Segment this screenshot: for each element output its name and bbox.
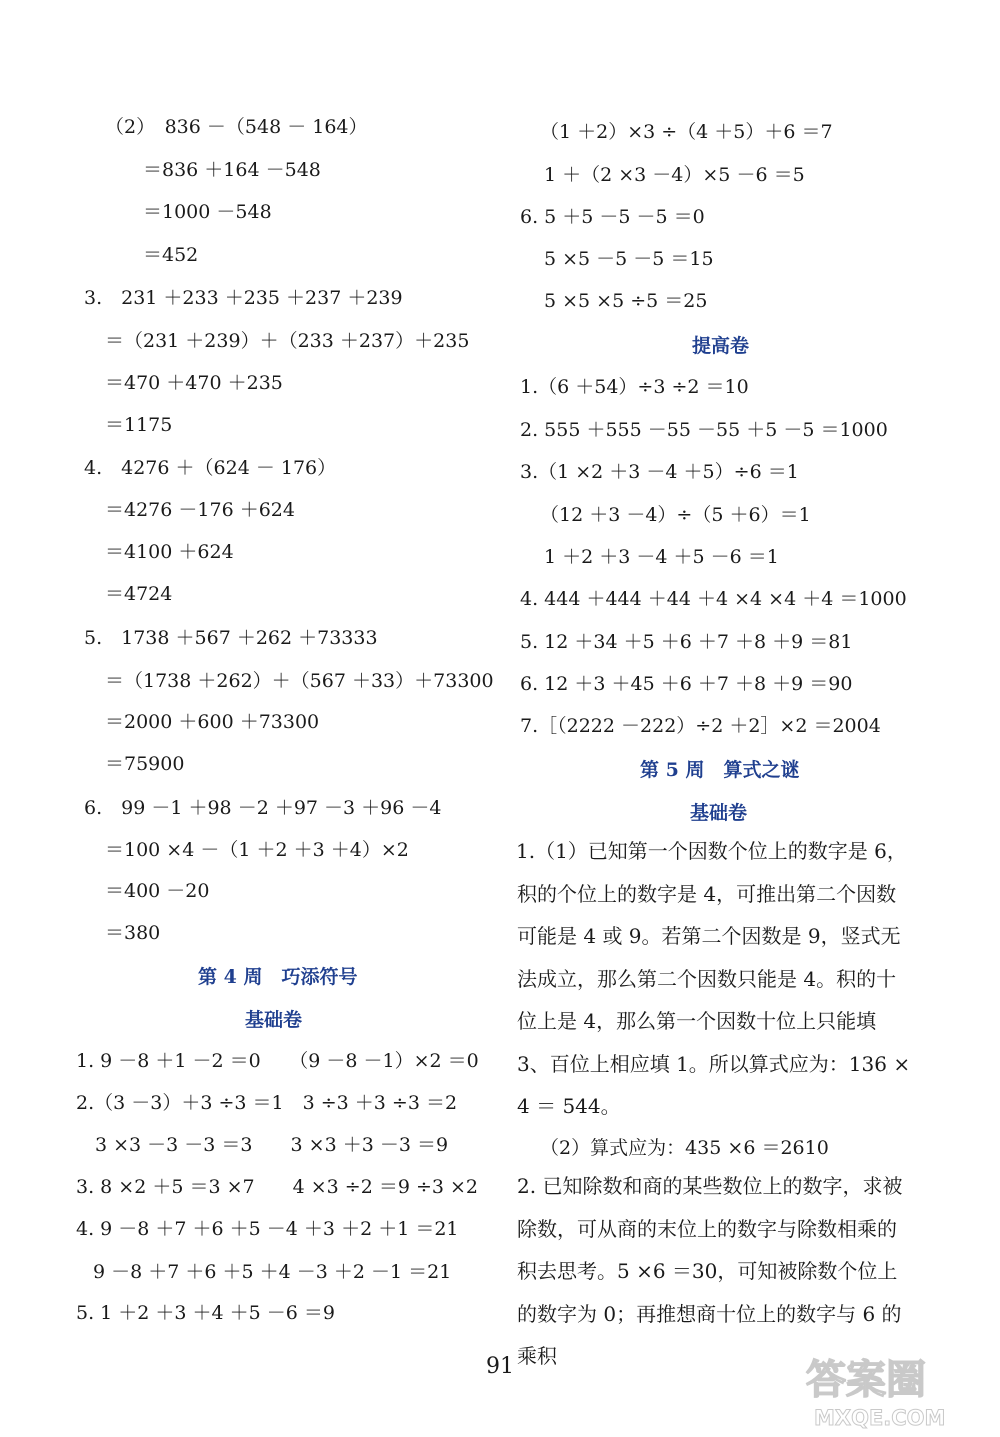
right-line-4: 5 ×5 －5 －5 ＝15: [544, 248, 714, 270]
left-line-12: ＝4724: [105, 583, 173, 605]
right-line-3: 6. 5 ＋5 －5 －5 ＝0: [520, 206, 705, 228]
left-line-17: 6. 99 －1 ＋98 －2 ＋97 －3 ＋96 －4: [84, 797, 442, 819]
watermark-text: 答案圈: [806, 1357, 926, 1403]
left-line-2: ＝836 ＋164 －548: [143, 159, 321, 181]
left-line-8: ＝1175: [105, 414, 173, 436]
tigao-line-9: 7.［（2222 －222）÷2 ＋2］×2 ＝2004: [520, 715, 881, 737]
left-line-18: ＝100 ×4 －（1 ＋2 ＋3 ＋4）×2: [105, 839, 409, 861]
left-line-4: ＝452: [143, 244, 199, 266]
left-line-14: ＝（1738 ＋262）＋（567 ＋33）＋73300: [105, 670, 494, 692]
left-line-5: 3. 231 ＋233 ＋235 ＋237 ＋239: [84, 287, 403, 309]
watermark-url: MXQE.COM: [814, 1406, 946, 1430]
week4-subtitle: 基础卷: [245, 1009, 303, 1031]
week5-title: 第 5 周 算式之谜: [640, 759, 800, 781]
left-line-10: ＝4276 －176 ＋624: [105, 499, 295, 521]
left-line-20: ＝380: [105, 922, 161, 944]
w4-answer-7: 5. 1 ＋2 ＋3 ＋4 ＋5 －6 ＝9: [76, 1302, 336, 1324]
right-line-1: （1 ＋2）×3 ÷（4 ＋5）＋6 ＝7: [540, 121, 833, 143]
tigao-line-4: （12 ＋3 －4）÷（5 ＋6）＝1: [540, 504, 811, 526]
left-line-6: ＝（231 ＋239）＋（233 ＋237）＋235: [105, 330, 470, 352]
left-line-9: 4. 4276 ＋（624 － 176）: [84, 457, 337, 479]
left-line-16: ＝75900: [105, 753, 185, 775]
week5-subtitle: 基础卷: [690, 802, 748, 824]
tigao-line-2: 2. 555 ＋555 －55 －55 ＋5 －5 ＝1000: [520, 419, 888, 441]
w4-answer-6: 9 －8 ＋7 ＋6 ＋5 ＋4 －3 ＋2 －1 ＝21: [93, 1261, 452, 1283]
w4-answer-5: 4. 9 －8 ＋7 ＋6 ＋5 －4 ＋3 ＋2 ＋1 ＝21: [76, 1218, 459, 1240]
tigao-line-8: 6. 12 ＋3 ＋45 ＋6 ＋7 ＋8 ＋9 ＝90: [520, 673, 853, 695]
right-line-2: 1 ＋（2 ×3 －4）×5 －6 ＝5: [544, 164, 805, 186]
tigao-line-3: 3.（1 ×2 ＋3 －4 ＋5）÷6 ＝1: [520, 461, 799, 483]
left-line-3: ＝1000 －548: [143, 201, 272, 223]
week5-q1: 1.（1）已知第一个因数个位上的数字是 6，积的个位上的数字是 4，可推出第二个因数可能是 4 或 9。若第二个因数是 9，竖式无法成立，那么第二个因数只能是 4。积的十位上是 4，那么第一个因数十位上只能填 3、百位上相应填 1。所以算式应为：136 × 4 ＝ 544。: [516, 839, 911, 1118]
page-number: 91: [486, 1354, 514, 1379]
left-line-7: ＝470 ＋470 ＋235: [105, 372, 283, 394]
watermark-logo: [800, 1345, 995, 1433]
tigao-line-5: 1 ＋2 ＋3 －4 ＋5 －6 ＝1: [544, 546, 779, 568]
tigao-line-7: 5. 12 ＋34 ＋5 ＋6 ＋7 ＋8 ＋9 ＝81: [520, 631, 853, 653]
w4-answer-3: 3 ×3 －3 －3 ＝3 3 ×3 ＋3 －3 ＝9: [95, 1134, 449, 1156]
left-line-15: ＝2000 ＋600 ＋73300: [105, 711, 320, 733]
week4-title: 第 4 周 巧添符号: [198, 966, 358, 988]
right-line-5: 5 ×5 ×5 ÷5 ＝25: [544, 290, 708, 312]
w4-answer-1: 1. 9 －8 ＋1 －2 ＝0 （9 －8 －1）×2 ＝0: [76, 1050, 479, 1072]
left-line-19: ＝400 －20: [105, 880, 210, 902]
left-line-11: ＝4100 ＋624: [105, 541, 234, 563]
w4-answer-4: 3. 8 ×2 ＋5 ＝3 ×7 4 ×3 ÷2 ＝9 ÷3 ×2: [76, 1176, 479, 1198]
left-line-1: （2） 836 －（548 － 164）: [105, 116, 368, 138]
tigao-title: 提高卷: [692, 335, 750, 357]
week5-q2: 2. 已知除数和商的某些数位上的数字，求被除数，可从商的末位上的数字与除数相乘的积去思考。5 ×6 ＝30，可知被除数个位上的数字为 0；再推想商十位上的数字与 6 的乘积: [517, 1174, 903, 1368]
w4-answer-2: 2.（3 －3）＋3 ÷3 ＝1 3 ÷3 ＋3 ÷3 ＝2: [76, 1092, 458, 1114]
tigao-line-6: 4. 444 ＋444 ＋44 ＋4 ×4 ×4 ＋4 ＝1000: [520, 588, 907, 610]
tigao-line-1: 1.（6 ＋54）÷3 ÷2 ＝10: [520, 376, 749, 398]
left-line-13: 5. 1738 ＋567 ＋262 ＋73333: [84, 627, 378, 649]
week5-q1b: （2）算式应为：435 ×6 ＝2610: [540, 1137, 829, 1159]
